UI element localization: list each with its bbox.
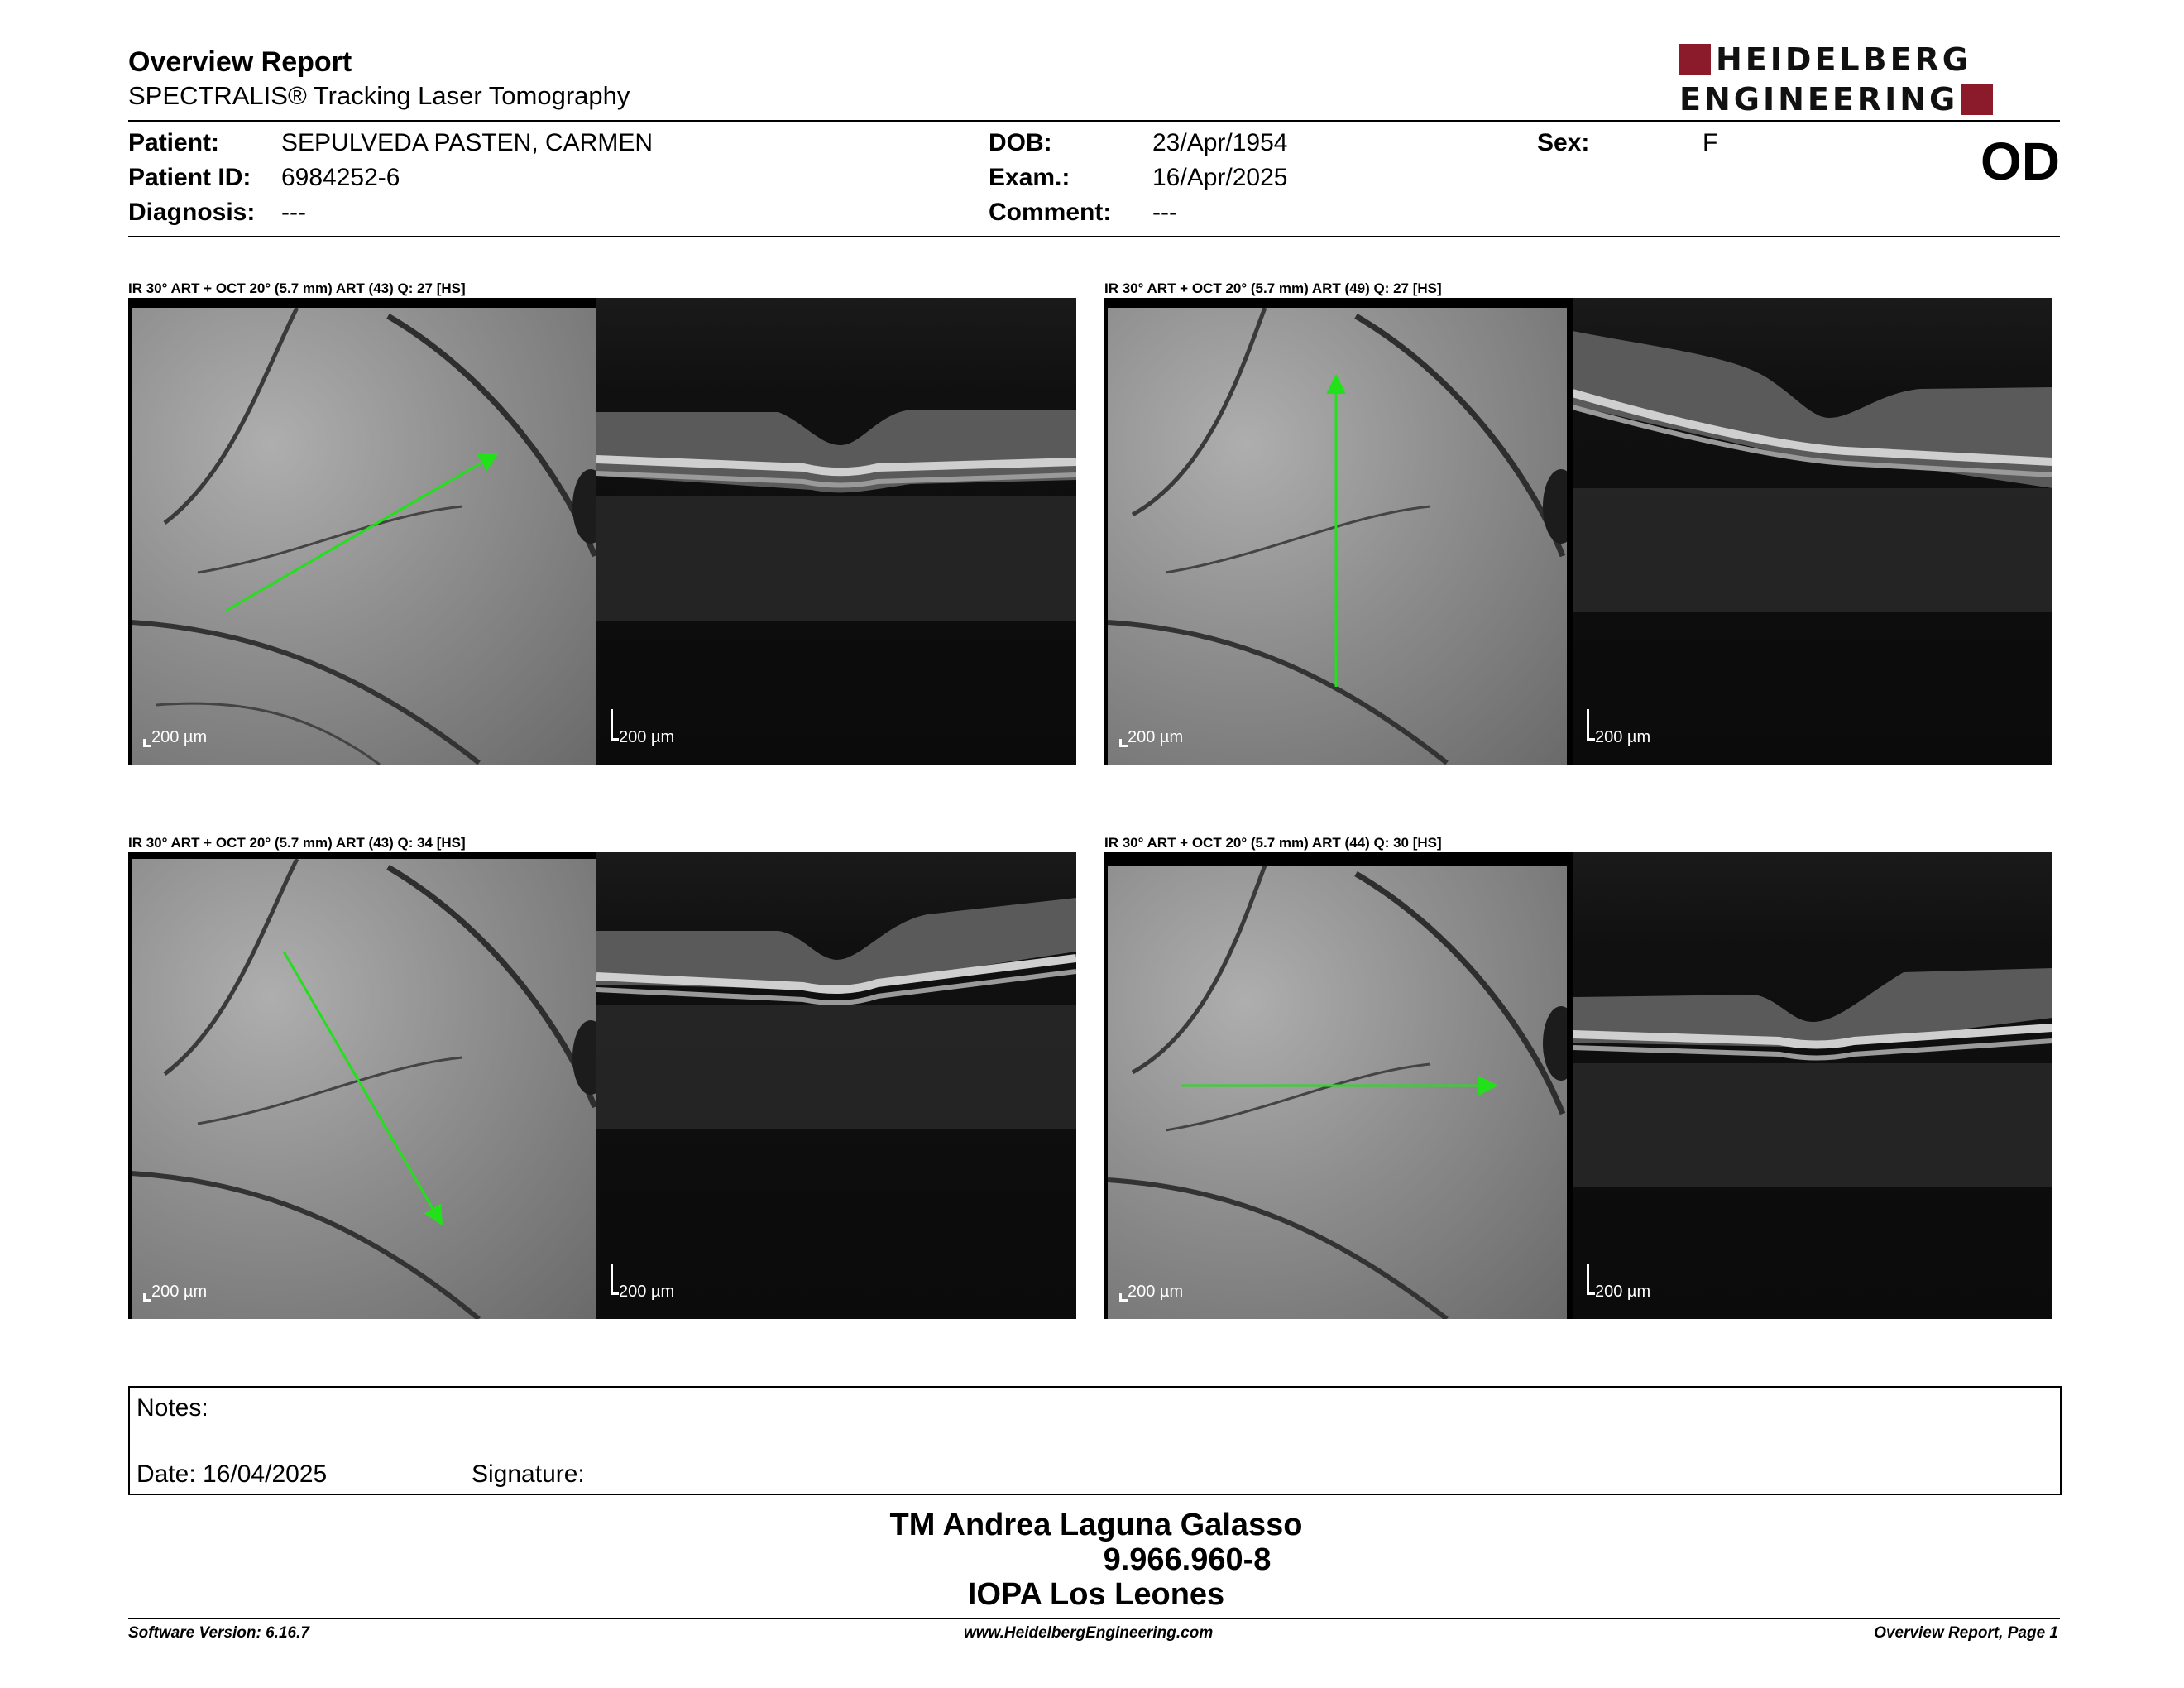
- comment-label: Comment:: [989, 199, 1112, 226]
- panel-caption: IR 30° ART + OCT 20° (5.7 mm) ART (43) Q: 34 [HS]: [128, 835, 466, 851]
- website-link[interactable]: www.HeidelbergEngineering.com: [964, 1624, 1214, 1642]
- panel-caption: IR 30° ART + OCT 20° (5.7 mm) ART (49) Q: 27 [HS]: [1104, 281, 1442, 296]
- eye-indicator: OD: [1980, 132, 2060, 191]
- scan-panel: [128, 298, 1076, 765]
- scale-bar-left: [143, 1283, 207, 1302]
- sex-value: F: [1703, 129, 1718, 156]
- patient-name-label: Patient:: [128, 129, 220, 156]
- dob-label: DOB:: [989, 129, 1052, 156]
- signer-id: 9.966.960-8: [1103, 1542, 1272, 1577]
- header-divider-bottom: [128, 236, 2060, 237]
- scan-arrow: [1104, 852, 2052, 1319]
- signer-institution: IOPA Los Leones: [967, 1577, 1225, 1612]
- scale-bar-left: [143, 728, 207, 747]
- diagnosis-label: Diagnosis:: [128, 199, 256, 226]
- scale-bar-right: [1587, 1262, 1651, 1301]
- sex-label: Sex:: [1537, 129, 1590, 156]
- notes-label: Notes:: [136, 1394, 208, 1422]
- heidelberg-logo: [1679, 43, 2060, 119]
- comment-value: ---: [1152, 199, 1177, 226]
- scale-label: 200 µm: [1595, 1283, 1651, 1301]
- scan-arrow: [128, 298, 1076, 765]
- scale-bar-left: [1119, 1283, 1183, 1302]
- scale-bar-right: [611, 707, 675, 746]
- scale-bar-left: [1119, 728, 1183, 747]
- patient-id: 6984252-6: [281, 164, 400, 191]
- notes-box: [128, 1386, 2062, 1495]
- scan-arrow: [1104, 298, 2052, 765]
- signer-name: TM Andrea Laguna Galasso: [889, 1508, 1303, 1542]
- signature-label: Signature:: [472, 1460, 585, 1488]
- exam-value: 16/Apr/2025: [1152, 164, 1288, 191]
- scale-label: 200 µm: [619, 1283, 675, 1301]
- scale-bar-right: [611, 1262, 675, 1301]
- logo-line-2: ENGINEERING: [1679, 81, 1959, 117]
- scan-panel: [1104, 298, 2052, 765]
- logo-square-top: [1679, 44, 1711, 75]
- patient-id-label: Patient ID:: [128, 164, 251, 191]
- dob-value: 23/Apr/1954: [1152, 129, 1288, 156]
- header-divider-top: [128, 120, 2060, 122]
- software-version: Software Version: 6.16.7: [128, 1624, 309, 1642]
- panel-caption: IR 30° ART + OCT 20° (5.7 mm) ART (44) Q: 30 [HS]: [1104, 835, 1442, 851]
- scale-label: 200 µm: [1128, 728, 1184, 746]
- scale-label: 200 µm: [1595, 728, 1651, 746]
- report-title: Overview Report: [128, 46, 352, 78]
- scan-panel: [1104, 852, 2052, 1319]
- scale-label: 200 µm: [151, 728, 208, 746]
- notes-date: Date: 16/04/2025: [136, 1460, 328, 1488]
- panel-caption: IR 30° ART + OCT 20° (5.7 mm) ART (43) Q: 27 [HS]: [128, 281, 466, 296]
- footer-divider: [128, 1618, 2060, 1619]
- scale-label: 200 µm: [1128, 1283, 1184, 1301]
- scan-arrow: [128, 852, 1076, 1319]
- report-subtitle: SPECTRALIS® Tracking Laser Tomography: [128, 81, 630, 110]
- logo-square-bottom: [1961, 84, 1993, 115]
- patient-name: SEPULVEDA PASTEN, CARMEN: [281, 129, 654, 156]
- scale-bar-right: [1587, 707, 1651, 746]
- page-indicator: Overview Report, Page 1: [1874, 1624, 2058, 1642]
- exam-label: Exam.:: [989, 164, 1070, 191]
- scale-label: 200 µm: [619, 728, 675, 746]
- scale-label: 200 µm: [151, 1283, 208, 1301]
- scan-panel: [128, 852, 1076, 1319]
- logo-line-1: HEIDELBERG: [1716, 41, 1971, 78]
- diagnosis-value: ---: [281, 199, 306, 226]
